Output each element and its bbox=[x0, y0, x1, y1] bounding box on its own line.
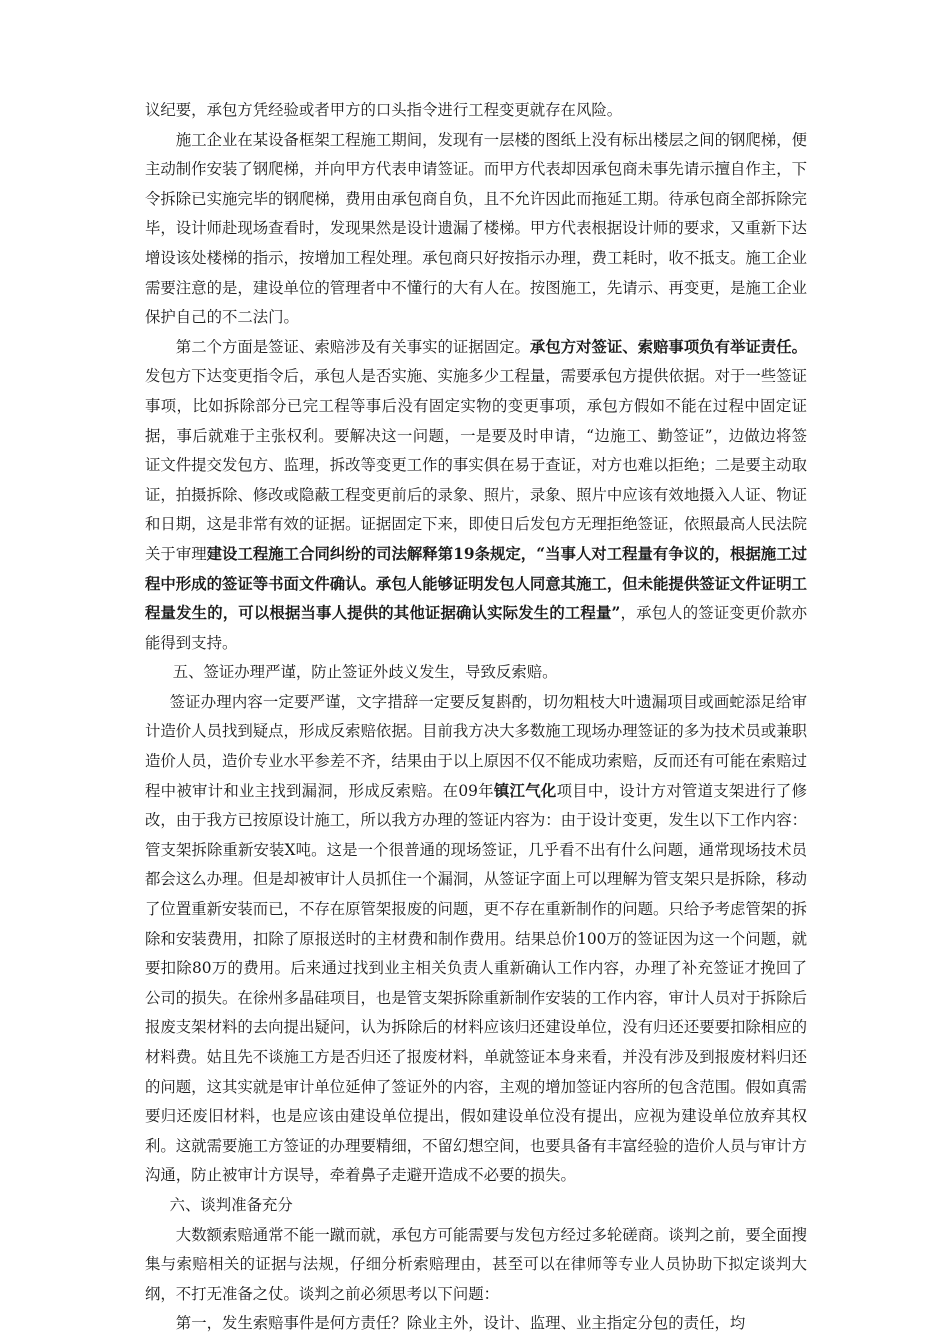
evidence-conclusion: ，承包人的签证变更价款亦能得到支持。 bbox=[145, 604, 807, 652]
paragraph-evidence bbox=[145, 333, 807, 659]
project-name-bold: 镇江气化 bbox=[493, 781, 557, 800]
heading-section-5: 五、签证办理严谨，防止签证外歧义发生，导致反索赔。 bbox=[172, 663, 558, 682]
paragraph-first-question: 第一，发生索赔事件是何方责任？除业主外，设计、监理、业主指定分包的责任，均 bbox=[175, 1314, 746, 1333]
evidence-intro: 第二个方面是签证、索赔涉及有关事实的证据固定。 bbox=[175, 337, 530, 356]
document-page bbox=[145, 96, 807, 1339]
paragraph-ladder-case: 施工企业在某设备框架工程施工期间，发现有一层楼的图纸上没有标出楼层之间的钢爬梯，便主动制作安装了钢爬梯，并向甲方代表申请签证。而甲方代表却因承包商未事先请示擅自作主，下令拆除已实施完毕的钢爬梯，费用由承包商自负，且不允许因此而拖延工期。待承包商全部拆除完毕，设计师赴现场查看时，发现果然是设计遗漏了楼梯。甲方代表根据设计师的要求，又重新下达增设该处楼梯的指示，按增加工程处理。承包商只好按指示办理，费工耗时，收不抵支。施工企业需要注意的是，建设单位的管理者中不懂行的大有人在。按图施工，先请示、再变更，是施工企业保护自己的不二法门。 bbox=[145, 130, 807, 327]
paragraph-visa-rigor bbox=[145, 688, 807, 1191]
paragraph-continuation: 议纪要，承包方凭经验或者甲方的口头指令进行工程变更就存在风险。 bbox=[145, 101, 623, 119]
evidence-body: 发包方下达变更指令后，承包人是否实施、实施多少工程量，需要承包方提供依据。对于一些签证事项，比如拆除部分已完工程等事后没有固定实物的变更事项，承包方假如不能在过程中固定证据，事后就难于主张权利。要解决这一问题，一是要及时申请，“边施工、勤签证”，边做边将签证文件提交发包方、监理，拆改等变更工作的事实俱在易于查证，对方也难以拒绝；二是要主动取证，拍摄拆除、修改或隐蔽工程变更前后的录象、照片，录象、照片中应该有效地摄入人证、物证和日期，这是非常有效的证据。证据固定下来，即使日后发包方无理拒绝签证，依照最高人民法院关于审理 bbox=[145, 367, 807, 563]
paragraph-negotiation: 大数额索赔通常不能一蹴而就，承包方可能需要与发包方经过多轮磋商。谈判之前，要全面搜集与索赔相关的证据与法规，仔细分析索赔理由，甚至可以在律师等专业人员协助下拟定谈判大纲，不打无准备之仗。谈判之前必须思考以下问题： bbox=[145, 1225, 807, 1303]
visa-rigor-body: 项目中，设计方对管道支架进行了修改，由于我方已按原设计施工，所以我方办理的签证内容为：由于设计变更，发生以下工作内容：管支架拆除重新安装X吨。这是一个很普通的现场签证，几乎看不出有什么问题，通常现场技术员都会这么办理。但是却被审计人员抓住一个漏洞，从签证字面上可以理解为管支架只是拆除，移动了位置重新安装而已，不存在原管架报废的问题，更不存在重新制作的问题。只给予考虑管架的拆除和安装费用，扣除了原报送时的主材费和制作费用。结果总价100万的签证因为这一个问题，就要扣除80万的费用。后来通过找到业主相关负责人重新确认工作内容，办理了补充签证才挽回了公司的损失。在徐州多晶硅项目，也是管支架拆除重新制作安装的工作内容，审计人员对于拆除后报废支架材料的去向提出疑问，认为拆除后的材料应该归还建设单位，没有归还还要要扣除相应的材料费。姑且先不谈施工方是否归还了报废材料，单就签证本身来看，并没有涉及到报废材料归还的问题，这其实就是审计单位延伸了签证外的内容，主观的增加签证内容所的包含范围。假如真需要归还废旧材料，也是应该由建设单位提出，假如建设单位没有提出，应视为建设单位放弃其权利。这就需要施工方签证的办理要精细，不留幻想空间，也要具备有丰富经验的造价人员与审计方沟通，防止被审计方误导，牵着鼻子走避开造成不必要的损失。 bbox=[145, 781, 807, 1185]
evidence-burden-bold: 承包方对签证、索赔事项负有举证责任。 bbox=[529, 337, 807, 356]
judicial-interpretation-bold: 建设工程施工合同纠纷的司法解释第19条规定，“当事人对工程量有争议的，根据施工过程中形成的签证等书面文件确认。承包人能够证明发包人同意其施工，但未能提供签证文件证明工程量发生的，可以根据当事人提供的其他证据确认实际发生的工程量” bbox=[145, 544, 807, 623]
visa-rigor-intro: 签证办理内容一定要严谨，文字措辞一定要反复斟酌，切勿粗枝大叶遗漏项目或画蛇添足给审计造价人员找到疑点，形成反索赔依据。目前我方决大多数施工现场办理签证的多为技术员或兼职造价人员，造价专业水平参差不齐，结果由于以上原因不仅不能成功索赔，反而还有可能在索赔过程中被审计和业主找到漏洞，形成反索赔。在09年 bbox=[145, 692, 807, 800]
heading-section-6: 六、谈判准备充分 bbox=[169, 1195, 293, 1214]
